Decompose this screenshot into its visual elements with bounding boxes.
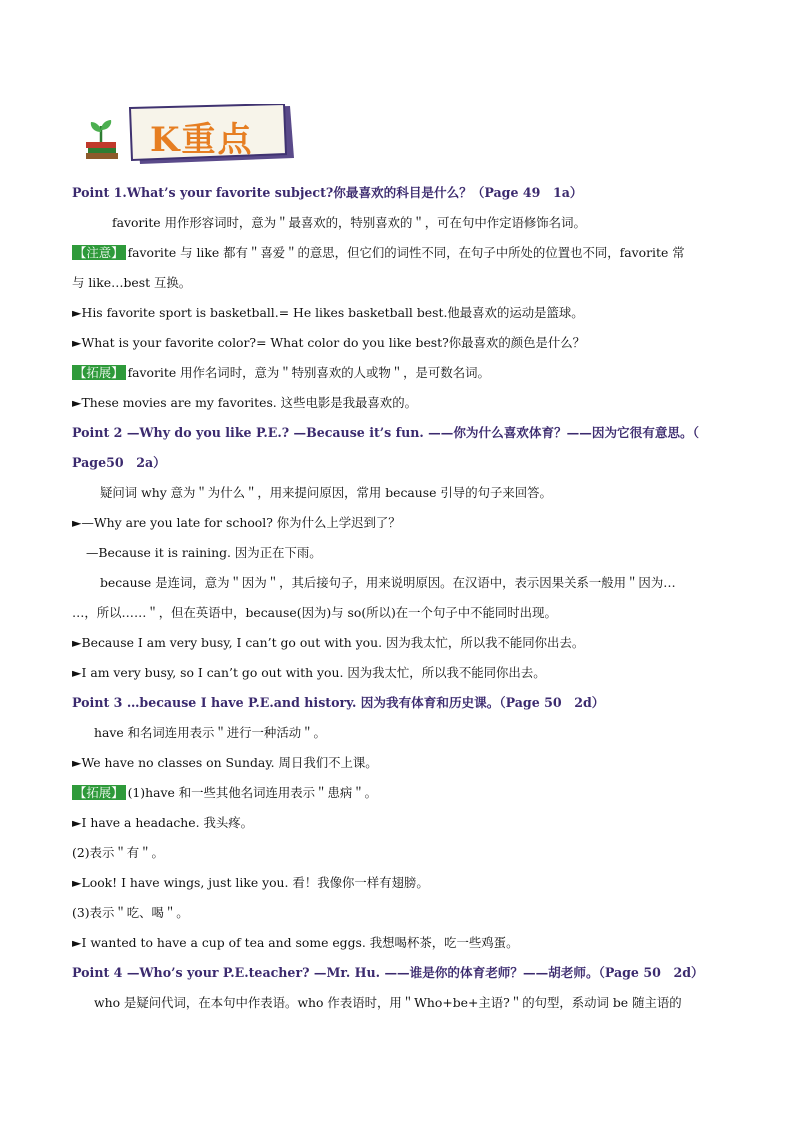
body-text: …，所以……＂，但在英语中，because(因为)与 so(所以)在一个句子中不能同时出现。 xyxy=(72,605,557,620)
body-text: 与 like…best 互换。 xyxy=(72,275,192,290)
note-tag: 【注意】 xyxy=(74,245,124,260)
example-line: ►We have no classes on Sunday. 周日我们不上课。 xyxy=(72,755,378,770)
example-line: ►What is your favorite color?= What color do you like best?你最喜欢的颜色是什么？ xyxy=(72,335,586,350)
body-text: have 和名词连用表示＂进行一种活动＂。 xyxy=(94,725,326,740)
example-line: ►Look! I have wings, just like you. 看！我像你一样有翅膀。 xyxy=(72,875,429,890)
point-1-heading: Point 1.What’s your favorite subject?你最喜欢的科目是什么？（Page 49 1a） xyxy=(72,185,583,200)
point-2-heading-cont: Page50 2a） xyxy=(72,455,166,470)
point-3-heading: Point 3 …because I have P.E.and history. 因为我有体育和历史课。（Page 50 2d） xyxy=(72,695,605,710)
banner-title: K重点 xyxy=(150,120,254,160)
example-line: ►I have a headache. 我头疼。 xyxy=(72,815,254,830)
example-line: ►—Why are you late for school? 你为什么上学迟到了？ xyxy=(72,515,401,530)
example-line: ►These movies are my favorites. 这些电影是我最喜欢的。 xyxy=(72,395,417,410)
example-line: ►His favorite sport is basketball.= He likes basketball best.他最喜欢的运动是篮球。 xyxy=(72,305,584,320)
example-line: ►Because I am very busy, I can’t go out with you. 因为我太忙，所以我不能同你出去。 xyxy=(72,635,585,650)
example-line: ►I am very busy, so I can’t go out with you. 因为我太忙，所以我不能同你出去。 xyxy=(72,665,546,680)
body-text: favorite 用作形容词时，意为＂最喜欢的，特别喜欢的＂，可在句中作定语修饰名词。 xyxy=(112,215,586,230)
note-line: 【注意】 favorite 与 like 都有＂喜爱＂的意思，但它们的词性不同，在句子中所处的位置也不同，favorite 常 xyxy=(74,245,685,260)
extension-line: 【拓展】 (1)have 和一些其他名词连用表示＂患病＂。 xyxy=(74,785,378,800)
body-text: 疑问词 why 意为＂为什么＂，用来提问原因，常用 because 引导的句子来回答。 xyxy=(100,485,552,500)
extension-tag: 【拓展】 xyxy=(74,785,124,800)
extension-line: 【拓展】 favorite 用作名词时，意为＂特别喜欢的人或物＂，是可数名词。 xyxy=(74,365,490,380)
body-text: (3)表示＂吃、喝＂。 xyxy=(72,905,189,920)
body-text: because 是连词，意为＂因为＂，其后接句子，用来说明原因。在汉语中，表示因果关系一般用＂因为… xyxy=(100,575,676,590)
example-line: —Because it is raining. 因为正在下雨。 xyxy=(86,545,322,560)
example-line: ►I wanted to have a cup of tea and some eggs. 我想喝杯茶，吃一些鸡蛋。 xyxy=(72,935,519,950)
extension-tag: 【拓展】 xyxy=(74,365,124,380)
point-4-heading: Point 4 —Who’s your P.E.teacher? —Mr. Hu. ——谁是你的体育老师？——胡老师。（Page 50 2d） xyxy=(72,965,704,980)
body-text: (2)表示＂有＂。 xyxy=(72,845,164,860)
key-points-banner xyxy=(84,104,296,166)
point-2-heading: Point 2 —Why do you like P.E.? —Because it’s fun. ——你为什么喜欢体育？——因为它很有意思。（ xyxy=(72,425,699,440)
body-text: who 是疑问代词，在本句中作表语。who 作表语时，用＂Who+be+主语?＂的句型，系动词 be 随主语的 xyxy=(94,995,682,1010)
